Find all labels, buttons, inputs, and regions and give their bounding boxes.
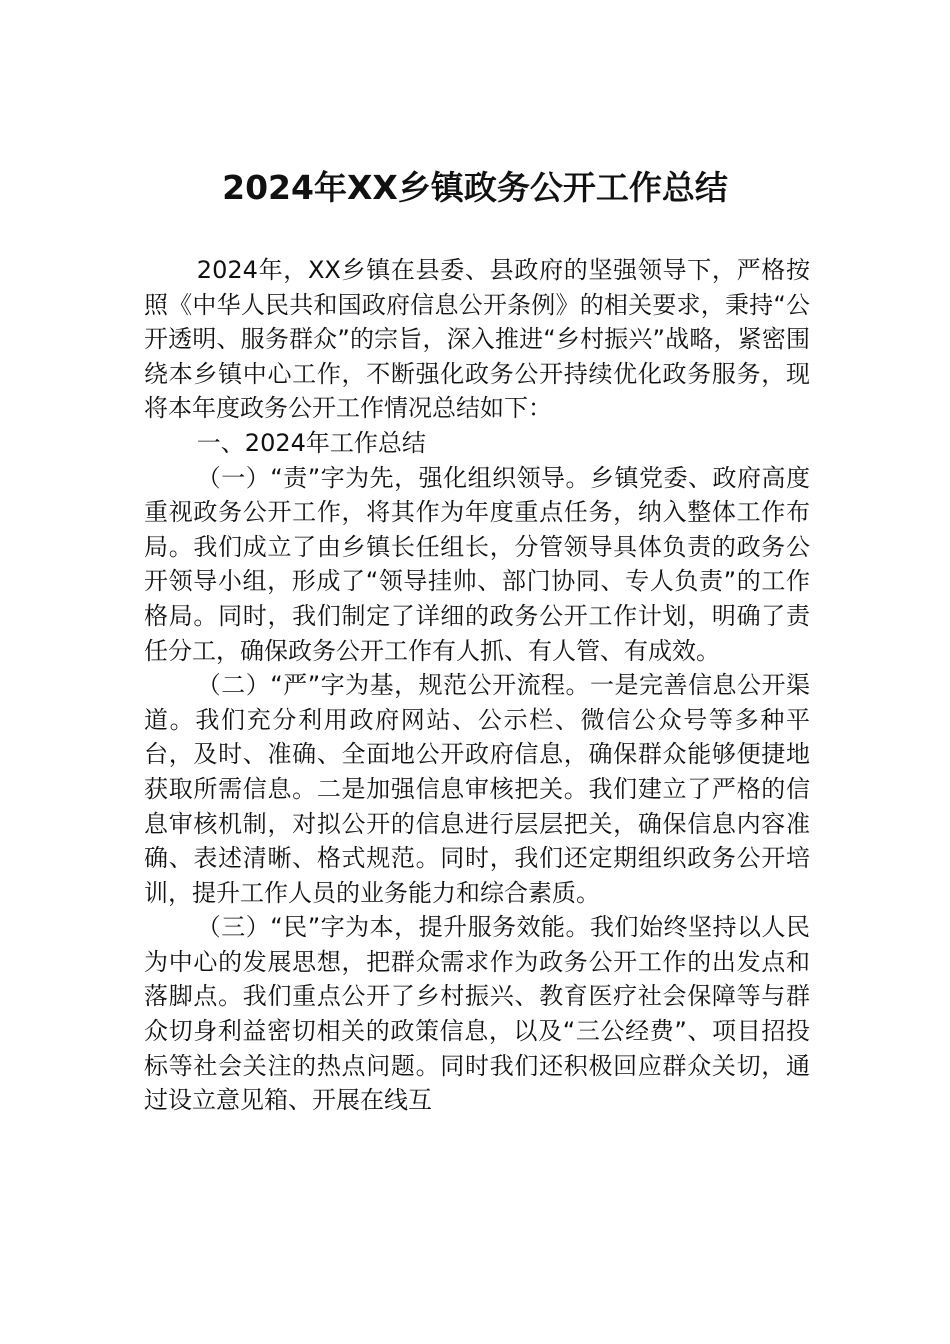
document-title: 2024年XX乡镇政务公开工作总结 — [222, 168, 728, 207]
paragraph-responsibility: （一）“责”字为先，强化组织领导。乡镇党委、政府高度重视政务公开工作，将其作为年度重点任务，纳入整体工作布局。我们成立了由乡镇长任组长，分管领导具体负责的政务公开领导小组，形成了“领导挂帅、部门协同、专人负责”的工作格局。同时，我们制定了详细的政务公开工作计划，明确了责任分工，确保政务公开工作有人抓、有人管、有成效。 — [144, 463, 810, 665]
paragraph-people: （三）“民”字为本，提升服务效能。我们始终坚持以人民为中心的发展思想，把群众需求作为政务公开工作的出发点和落脚点。我们重点公开了乡村振兴、教育医疗社会保障等与群众切身利益密切相关的政策信息，以及“三公经费”、项目招投标等社会关注的热点问题。同时我们还积极回应群众关切，通过设立意见箱、开展在线互 — [144, 913, 810, 1115]
paragraph-strictness: （二）“严”字为基，规范公开流程。一是完善信息公开渠道。我们充分利用政府网站、公示栏、微信公众号等多种平台，及时、准确、全面地公开政府信息，确保群众能够便捷地获取所需信息。二是加强信息审核把关。我们建立了严格的信息审核机制，对拟公开的信息进行层层把关，确保信息内容准确、表述清晰、格式规范。同时，我们还定期组织政务公开培训，提升工作人员的业务能力和综合素质。 — [144, 671, 810, 907]
document-body — [144, 253, 810, 1118]
section-heading: 一、2024年工作总结 — [196, 428, 426, 457]
intro-paragraph: 2024年，XX乡镇在县委、县政府的坚强领导下，严格按照《中华人民共和国政府信息公开条例》的相关要求，秉持“公开透明、服务群众”的宗旨，深入推进“乡村振兴”战略，紧密围绕本乡镇中心工作，不断强化政务公开持续优化政务服务，现将本年度政务公开工作情况总结如下： — [144, 256, 810, 423]
